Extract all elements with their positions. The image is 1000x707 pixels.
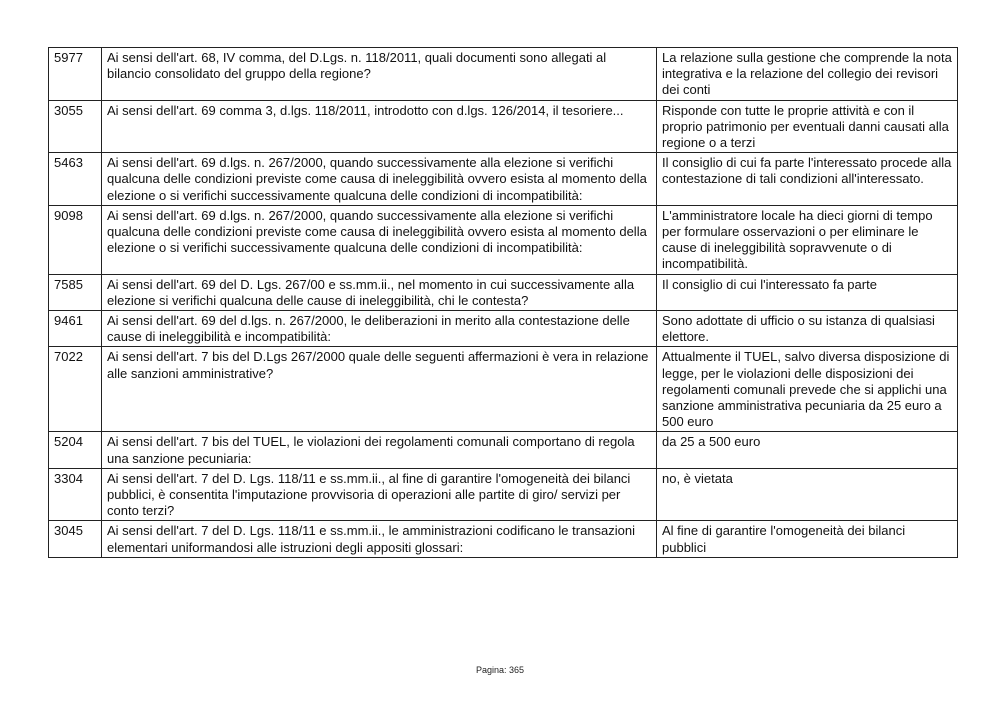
question-text-cell: Ai sensi dell'art. 69 comma 3, d.lgs. 118/2011, introdotto con d.lgs. 126/2014, il tesoriere... [102,100,657,153]
answer-text-cell: Al fine di garantire l'omogeneità dei bilanci pubblici [657,521,958,557]
answer-text-cell: Risponde con tutte le proprie attività e con il proprio patrimonio per eventuali danni causati alla regione o a terzi [657,100,958,153]
question-id-cell: 3055 [49,100,102,153]
answer-text-cell: L'amministratore locale ha dieci giorni di tempo per formulare osservazioni o per eliminare le cause di ineleggibilità sopravvenute o di incompatibilità. [657,205,958,274]
question-text-cell: Ai sensi dell'art. 69 d.lgs. n. 267/2000, quando successivamente alla elezione si verifichi qualcuna delle condizioni previste come causa di ineleggibilità ovvero esista al momento della elezione o si verifichi successivamente qualcuna delle condizioni di incompatibilità: [102,205,657,274]
question-text-cell: Ai sensi dell'art. 69 del d.lgs. n. 267/2000, le deliberazioni in merito alla contestazione delle cause di ineleggibilità e incompatibilità: [102,311,657,347]
answer-text-cell: Attualmente il TUEL, salvo diversa disposizione di legge, per le violazioni delle disposizioni dei regolamenti comunali prevede che si applichi una sanzione amministrativa pecuniaria da 25 euro a 500 euro [657,347,958,432]
question-text-cell: Ai sensi dell'art. 7 del D. Lgs. 118/11 e ss.mm.ii., al fine di garantire l'omogeneità dei bilanci pubblici, è consentita l'imputazione provvisoria di operazioni alle partite di giro/ servizi per conto terzi? [102,468,657,521]
question-id-cell: 3045 [49,521,102,557]
table-row [49,153,958,206]
table-row [49,100,958,153]
question-id-cell: 3304 [49,468,102,521]
question-text-cell: Ai sensi dell'art. 7 bis del TUEL, le violazioni dei regolamenti comunali comportano di regola una sanzione pecuniaria: [102,432,657,468]
answer-text-cell: da 25 a 500 euro [657,432,958,468]
question-id-cell: 5463 [49,153,102,206]
question-text-cell: Ai sensi dell'art. 69 d.lgs. n. 267/2000, quando successivamente alla elezione si verifichi qualcuna delle condizioni previste come causa di ineleggibilità ovvero esista al momento della elezione o si verifichi successivamente qualcuna delle condizioni di incompatibilità: [102,153,657,206]
answer-text-cell: Il consiglio di cui l'interessato fa parte [657,274,958,310]
table-row [49,432,958,468]
question-text-cell: Ai sensi dell'art. 68, IV comma, del D.Lgs. n. 118/2011, quali documenti sono allegati al bilancio consolidato del gruppo della regione? [102,48,657,101]
answer-text-cell: no, è vietata [657,468,958,521]
question-text-cell: Ai sensi dell'art. 7 bis del D.Lgs 267/2000 quale delle seguenti affermazioni è vera in relazione alle sanzioni amministrative? [102,347,657,432]
table-row [49,48,958,101]
table-row [49,311,958,347]
answer-text-cell: Il consiglio di cui fa parte l'interessato procede alla contestazione di tali condizioni all'interessato. [657,153,958,206]
table-row [49,521,958,557]
question-id-cell: 5977 [49,48,102,101]
question-id-cell: 5204 [49,432,102,468]
question-id-cell: 7022 [49,347,102,432]
question-id-cell: 9098 [49,205,102,274]
question-text-cell: Ai sensi dell'art. 7 del D. Lgs. 118/11 e ss.mm.ii., le amministrazioni codificano le transazioni elementari uniformandosi alle istruzioni degli appositi glossari: [102,521,657,557]
page-number: Pagina: 365 [475,665,525,675]
table-row [49,274,958,310]
table-row [49,347,958,432]
answer-text-cell: La relazione sulla gestione che comprende la nota integrativa e la relazione del collegio dei revisori dei conti [657,48,958,101]
questions-table [48,47,958,558]
table-row [49,468,958,521]
question-id-cell: 7585 [49,274,102,310]
answer-text-cell: Sono adottate di ufficio o su istanza di qualsiasi elettore. [657,311,958,347]
question-id-cell: 9461 [49,311,102,347]
questions-table-body [49,48,958,558]
question-text-cell: Ai sensi dell'art. 69 del D. Lgs. 267/00 e ss.mm.ii., nel momento in cui successivamente alla elezione si verifichi qualcuna delle cause di ineleggibilità, chi le contesta? [102,274,657,310]
table-row [49,205,958,274]
